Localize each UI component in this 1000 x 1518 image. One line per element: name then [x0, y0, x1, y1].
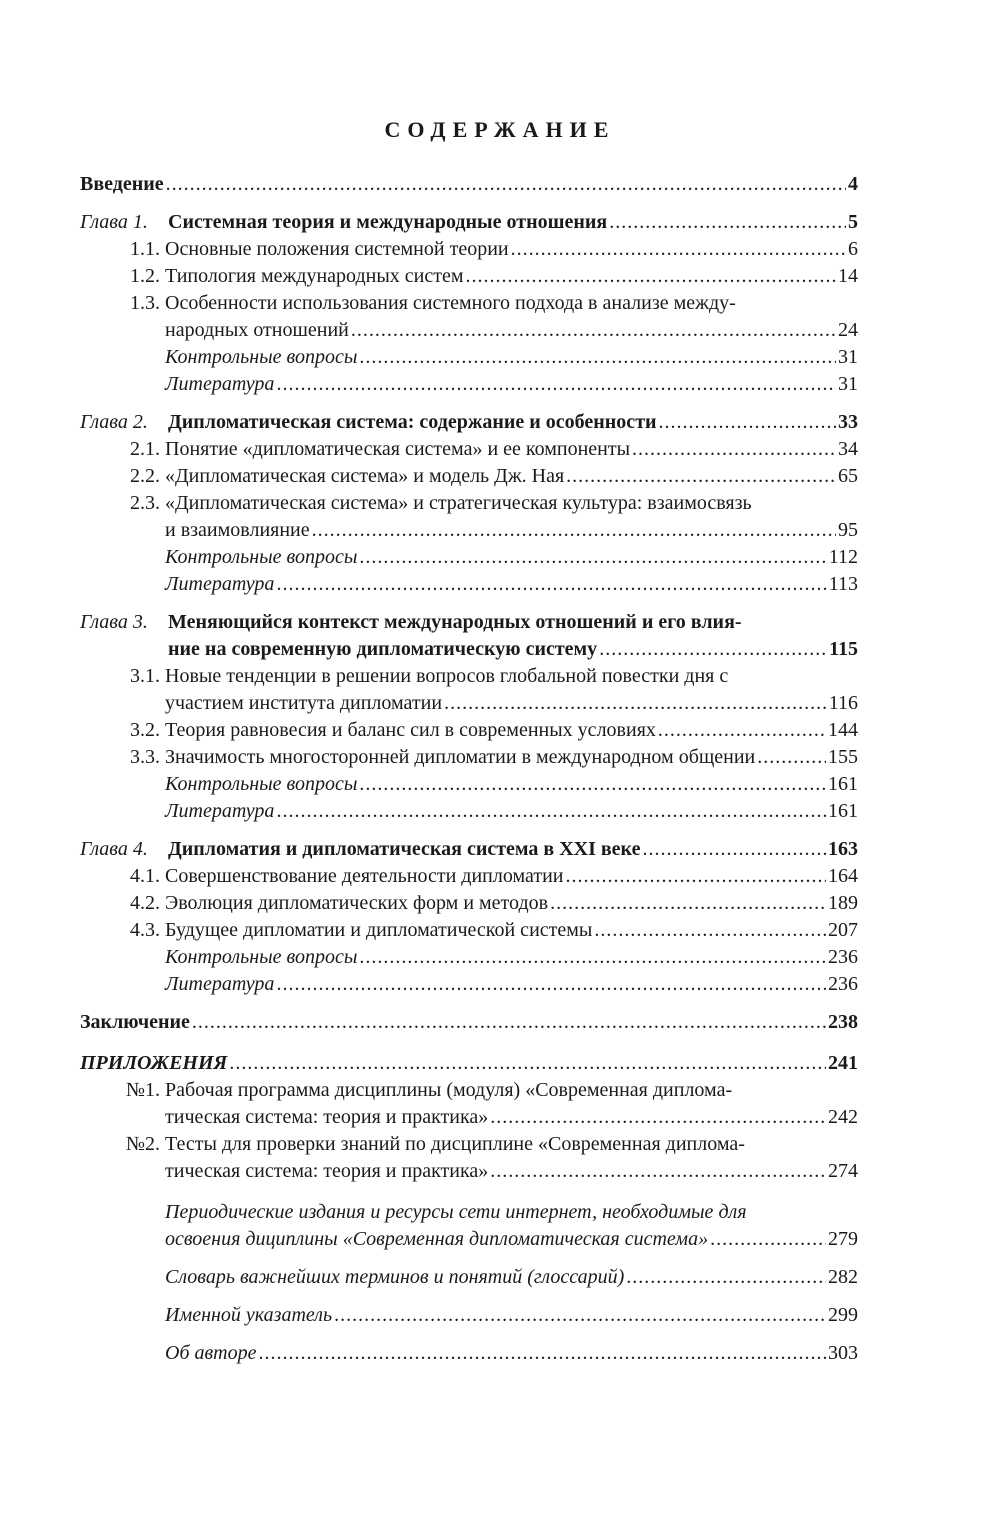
chapter-label: Глава 4.	[80, 838, 148, 860]
entry-title: Об авторе	[165, 1342, 257, 1364]
entry-title: Меняющийся контекст международных отношений и его влия-	[168, 611, 742, 633]
page-number: 24	[838, 319, 858, 341]
page-number: 115	[829, 638, 858, 660]
toc-line	[80, 863, 858, 890]
page-number: 164	[828, 865, 858, 887]
entry-title: Рабочая программа дисциплины (модуля) «Современная диплома-	[165, 1079, 733, 1101]
page-number: 161	[828, 800, 858, 822]
page-number: 34	[838, 438, 858, 460]
entry-number: 1.3.	[130, 292, 160, 314]
toc-line	[80, 209, 858, 236]
entry-title: Тесты для проверки знаний по дисциплине «Современная диплома-	[165, 1133, 745, 1155]
toc-entry-extra[interactable]	[80, 344, 858, 371]
dot-leader	[359, 771, 826, 798]
toc-line	[80, 1302, 858, 1329]
entry-number: 2.2.	[130, 465, 160, 487]
toc-entry-sub[interactable]	[80, 717, 858, 744]
toc-entry-chapter[interactable]	[80, 209, 858, 236]
toc-entry-sub[interactable]	[80, 917, 858, 944]
toc-line	[80, 744, 858, 771]
entry-number: №1.	[125, 1079, 160, 1101]
entry-number: 4.2.	[130, 892, 160, 914]
entry-number: 4.1.	[130, 865, 160, 887]
toc-line	[80, 663, 858, 690]
toc-entry-sub[interactable]	[80, 1077, 858, 1131]
toc-line	[80, 1131, 858, 1158]
entry-title: Будущее дипломатии и дипломатической системы	[165, 919, 593, 941]
dot-leader	[192, 1009, 826, 1036]
dot-leader	[566, 463, 836, 490]
entry-title: тическая система: теория и практика»	[165, 1106, 489, 1128]
entry-number: 3.2.	[130, 719, 160, 741]
dot-leader	[511, 236, 846, 263]
toc-line	[80, 517, 858, 544]
toc-line	[80, 1158, 858, 1185]
dot-leader	[359, 544, 826, 571]
toc-entry-extra[interactable]	[80, 1199, 858, 1253]
toc-line	[80, 1104, 858, 1131]
page-number: 31	[838, 346, 858, 368]
page-number: 14	[838, 265, 858, 287]
toc-entry-sub[interactable]	[80, 463, 858, 490]
toc-entry-extra[interactable]	[80, 944, 858, 971]
toc-line	[80, 917, 858, 944]
entry-title: освоения дициплины «Современная дипломатическая система»	[165, 1228, 709, 1250]
toc-line	[80, 544, 858, 571]
dot-leader	[490, 1158, 826, 1185]
toc-entry-sub[interactable]	[80, 1131, 858, 1185]
page-number: 303	[828, 1342, 858, 1364]
toc-line	[80, 771, 858, 798]
dot-leader	[659, 409, 836, 436]
entry-title: Контрольные вопросы	[165, 346, 358, 368]
dot-leader	[312, 517, 836, 544]
toc-line	[80, 1199, 858, 1226]
page-number: 33	[838, 411, 858, 433]
entry-title: Дипломатия и дипломатическая система в XXI веке	[168, 838, 641, 860]
dot-leader	[276, 971, 826, 998]
toc-line	[80, 1226, 858, 1253]
page-number: 299	[828, 1304, 858, 1326]
toc-entry-extra[interactable]	[80, 371, 858, 398]
entry-number: 2.3.	[130, 492, 160, 514]
page-number: 65	[838, 465, 858, 487]
toc-line	[80, 317, 858, 344]
entry-title: Понятие «дипломатическая система» и ее компоненты	[165, 438, 631, 460]
toc-line	[80, 436, 858, 463]
dot-leader	[444, 690, 827, 717]
toc-line	[80, 836, 858, 863]
dot-leader	[276, 798, 826, 825]
toc-entry-chapter[interactable]	[80, 836, 858, 863]
toc-line	[80, 798, 858, 825]
page-number: 207	[828, 919, 858, 941]
dot-leader	[276, 371, 836, 398]
toc-line	[80, 236, 858, 263]
toc-entry-extra[interactable]	[80, 971, 858, 998]
page-number: 241	[828, 1052, 858, 1074]
entry-title: Словарь важнейших терминов и понятий (глоссарий)	[165, 1266, 625, 1288]
toc-entry-extra[interactable]	[80, 771, 858, 798]
toc-line	[80, 371, 858, 398]
entry-number: 3.3.	[130, 746, 160, 768]
entry-title: Контрольные вопросы	[165, 773, 358, 795]
toc-line	[80, 1264, 858, 1291]
dot-leader	[359, 944, 826, 971]
entry-number: 2.1.	[130, 438, 160, 460]
toc-line	[80, 171, 858, 198]
toc-entry-sub[interactable]	[80, 863, 858, 890]
toc-line	[80, 344, 858, 371]
page-number: 189	[828, 892, 858, 914]
page-number: 113	[828, 573, 858, 595]
entry-title: Периодические издания и ресурсы сети интернет, необходимые для	[165, 1201, 747, 1223]
dot-leader	[550, 890, 826, 917]
entry-title: Контрольные вопросы	[165, 546, 358, 568]
toc-entry-chapter[interactable]	[80, 409, 858, 436]
toc-entry-sub[interactable]	[80, 436, 858, 463]
entry-title: Дипломатическая система: содержание и особенности	[168, 411, 657, 433]
dot-leader	[757, 744, 826, 771]
toc-entry-extra[interactable]	[80, 544, 858, 571]
dot-leader	[490, 1104, 826, 1131]
toc-line	[80, 409, 858, 436]
toc-entry-extra[interactable]	[80, 571, 858, 598]
toc-line	[80, 690, 858, 717]
entry-title: Контрольные вопросы	[165, 946, 358, 968]
toc-entry-extra[interactable]	[80, 1302, 858, 1329]
page-number: 5	[848, 211, 858, 233]
page-number: 112	[828, 546, 858, 568]
dot-leader	[359, 344, 836, 371]
entry-number: 1.2.	[130, 265, 160, 287]
toc-entry-chapter[interactable]	[80, 609, 858, 663]
entry-title: участием института дипломатии	[165, 692, 443, 714]
dot-leader	[710, 1226, 826, 1253]
page-number: 6	[848, 238, 858, 260]
entry-title: Новые тенденции в решении вопросов глобальной повестки дня с	[165, 665, 729, 687]
entry-title: Именной указатель	[165, 1304, 333, 1326]
toc-line	[80, 1009, 858, 1036]
entry-number: 4.3.	[130, 919, 160, 941]
toc-line	[80, 971, 858, 998]
entry-title: ПРИЛОЖЕНИЯ	[80, 1052, 228, 1074]
toc-line	[80, 490, 858, 517]
page-number: 238	[828, 1011, 858, 1033]
entry-number: №2.	[125, 1133, 160, 1155]
entry-title: Типология международных систем	[165, 265, 464, 287]
page-number: 236	[828, 973, 858, 995]
toc-entry-sub[interactable]	[80, 263, 858, 290]
toc-entry-top[interactable]	[80, 1009, 858, 1036]
entry-title: Основные положения системной теории	[165, 238, 509, 260]
entry-title: и взаимовлияние	[165, 519, 310, 541]
entry-title: Литература	[165, 800, 275, 822]
page-number: 95	[838, 519, 858, 541]
page-number: 31	[838, 373, 858, 395]
entry-title: Введение	[80, 173, 164, 195]
entry-title: Литература	[165, 373, 275, 395]
entry-title: Особенности использования системного подхода в анализе между-	[165, 292, 736, 314]
entry-title: Заключение	[80, 1011, 190, 1033]
dot-leader	[658, 717, 826, 744]
table-of-contents	[80, 171, 858, 1367]
page-number: 282	[828, 1266, 858, 1288]
chapter-label: Глава 3.	[80, 611, 148, 633]
chapter-label: Глава 2.	[80, 411, 148, 433]
dot-leader	[259, 1340, 826, 1367]
toc-line	[80, 1340, 858, 1367]
page-number: 116	[828, 692, 858, 714]
toc-entry-sub[interactable]	[80, 890, 858, 917]
page-number: 274	[828, 1160, 858, 1182]
dot-leader	[229, 1050, 826, 1077]
toc-line	[80, 571, 858, 598]
page-number: 4	[848, 173, 858, 195]
entry-number: 1.1.	[130, 238, 160, 260]
toc-line	[80, 290, 858, 317]
toc-entry-sub[interactable]	[80, 490, 858, 544]
toc-line	[80, 1050, 858, 1077]
toc-line	[80, 890, 858, 917]
toc-entry-sub[interactable]	[80, 236, 858, 263]
dot-leader	[594, 917, 826, 944]
dot-leader	[351, 317, 836, 344]
page-title: СОДЕРЖАНИЕ	[384, 117, 616, 142]
toc-entry-sub[interactable]	[80, 744, 858, 771]
entry-title: «Дипломатическая система» и модель Дж. Ная	[165, 465, 565, 487]
toc-line	[80, 1077, 858, 1104]
page-number: 236	[828, 946, 858, 968]
toc-line	[80, 263, 858, 290]
dot-leader	[599, 636, 827, 663]
toc-line	[80, 609, 858, 636]
entry-number: 3.1.	[130, 665, 160, 687]
entry-title: Литература	[165, 573, 275, 595]
entry-title: Значимость многосторонней дипломатии в международном общении	[165, 746, 756, 768]
dot-leader	[632, 436, 836, 463]
toc-entry-sub[interactable]	[80, 663, 858, 717]
page-number: 279	[828, 1228, 858, 1250]
toc-line	[80, 463, 858, 490]
toc-entry-sub[interactable]	[80, 290, 858, 344]
dot-leader	[642, 836, 826, 863]
entry-title: Совершенствование деятельности дипломатии	[165, 865, 564, 887]
page-number: 163	[828, 838, 858, 860]
entry-title: ние на современную дипломатическую систему	[168, 638, 598, 660]
entry-title: Системная теория и международные отношения	[168, 211, 608, 233]
toc-line	[80, 636, 858, 663]
entry-title: народных отношений	[165, 319, 349, 341]
chapter-label: Глава 1.	[80, 211, 148, 233]
page-number: 161	[828, 773, 858, 795]
toc-entry-extra[interactable]	[80, 1340, 858, 1367]
toc-line	[80, 717, 858, 744]
entry-title: тическая система: теория и практика»	[165, 1160, 489, 1182]
dot-leader	[626, 1264, 826, 1291]
dot-leader	[276, 571, 826, 598]
entry-title: Эволюция дипломатических форм и методов	[165, 892, 549, 914]
toc-entry-extra[interactable]	[80, 798, 858, 825]
toc-entry-top[interactable]	[80, 171, 858, 198]
dot-leader	[609, 209, 846, 236]
entry-title: Теория равновесия и баланс сил в современных условиях	[165, 719, 656, 741]
toc-entry-appendix[interactable]	[80, 1050, 858, 1077]
dot-leader	[466, 263, 836, 290]
page-number: 155	[828, 746, 858, 768]
dot-leader	[166, 171, 846, 198]
entry-title: Литература	[165, 973, 275, 995]
toc-line	[80, 944, 858, 971]
dot-leader	[566, 863, 827, 890]
page-number: 144	[828, 719, 858, 741]
page-number: 242	[828, 1106, 858, 1128]
dot-leader	[334, 1302, 826, 1329]
entry-title: «Дипломатическая система» и стратегическая культура: взаимосвязь	[165, 492, 752, 514]
toc-entry-extra[interactable]	[80, 1264, 858, 1291]
